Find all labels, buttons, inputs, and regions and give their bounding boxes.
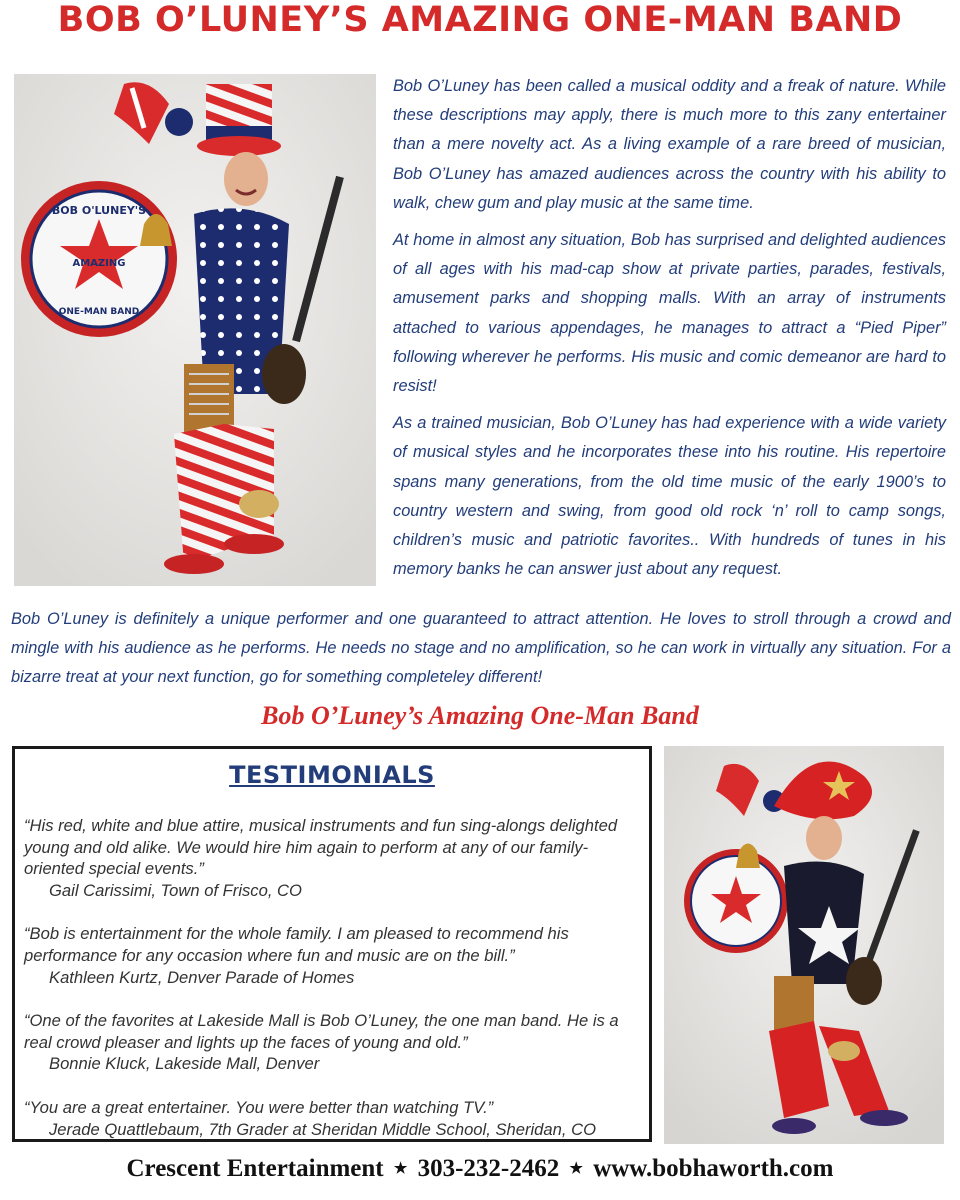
testimonial-quote: “One of the favorites at Lakeside Mall is Bob O’Luney, the one man band. He is a real crowd pleaser and lights up the faces of young and old.” [24, 1011, 619, 1052]
contact-footer [0, 1155, 960, 1183]
bio-paragraph: Bob O’Luney is definitely a unique performer and one guaranteed to attract attention. He loves to stroll through a crowd and mingle with his audience as he performs. He needs no stage and no amplification, so he can work in virtually any situation. For a bizarre treat at your next function, go for something completeley different! [11, 610, 951, 687]
page-title: BOB O’LUNEY’S AMAZING ONE-MAN BAND [57, 0, 903, 40]
testimonial-quote: “You are a great entertainer. You were better than watching TV.” [24, 1097, 494, 1117]
testimonials-box [12, 746, 652, 1142]
bass-drum [21, 181, 177, 337]
testimonial-item [24, 815, 644, 901]
testimonial-item [24, 923, 644, 988]
bio-column [393, 72, 946, 592]
star-icon: ★ [393, 1161, 408, 1177]
drum-label-top: BOB O'LUNEY'S [51, 204, 147, 217]
bio-paragraph: At home in almost any situation, Bob has surprised and delighted audiences of all ages with his mad-cap show at private parties, parades, festivals, amusement parks and shopping malls. With an array of instruments attached to various appendages, he manages to attract a “Pied Piper” following wherever he performs. His music and comic demeanor are hard to resist! [393, 231, 946, 396]
bio-paragraph: As a trained musician, Bob O’Luney has had experience with a wide variety of musical styles and he incorporates these into his routine. His repertoire spans many generations, from the old time music of the early 1900’s to country western and swing, from good old rock ‘n’ roll to camp songs, children’s music and patriotic favorites.. With hundreds of tunes in his memory banks he can answer just about any request. [393, 414, 946, 579]
testimonial-author: Gail Carissimi, Town of Frisco, CO [49, 880, 302, 900]
band-signature: Bob O’Luney’s Amazing One-Man Band [261, 701, 699, 730]
performer-photo-patriotic [14, 74, 376, 586]
star-icon: ★ [569, 1161, 583, 1177]
testimonial-quote: “His red, white and blue attire, musical instruments and fun sing-alongs delighted young and old alike. We would hire him again to perform at any of our family-oriented special events.” [24, 816, 618, 879]
phone-number: 303-232-2462 [417, 1155, 560, 1182]
testimonial-item [24, 1097, 644, 1140]
testimonial-author: Bonnie Kluck, Lakeside Mall, Denver [49, 1054, 320, 1074]
testimonial-item [24, 1010, 644, 1075]
bio-paragraph: Bob O’Luney has been called a musical oddity and a freak of nature. While these descriptions may apply, there is much more to this zany entertainer than a mere novelty act. As a living example of a rare breed of musician, Bob O’Luney has amazed audiences across the country with his ability to walk, chew gum and play music at the same time. [393, 77, 946, 212]
testimonial-quote: “Bob is entertainment for the whole family. I am pleased to recommend his performance for any occasion where fun and music are on the bill.” [24, 924, 569, 965]
bio-closing [11, 605, 951, 693]
testimonial-author: Jerade Quattlebaum, 7th Grader at Sheridan Middle School, Sheridan, CO [49, 1119, 596, 1139]
company-name: Crescent Entertainment [126, 1155, 384, 1182]
drum-label-bottom: ONE-MAN BAND [58, 307, 140, 317]
testimonial-author: Kathleen Kurtz, Denver Parade of Homes [49, 967, 355, 987]
website-link[interactable]: www.bobhaworth.com [593, 1155, 834, 1182]
performer-photo-cowboy [664, 746, 944, 1144]
drum-label-middle: AMAZING [72, 258, 126, 269]
testimonials-heading: TESTIMONIALS [229, 761, 435, 789]
testimonial-list [24, 815, 644, 1162]
